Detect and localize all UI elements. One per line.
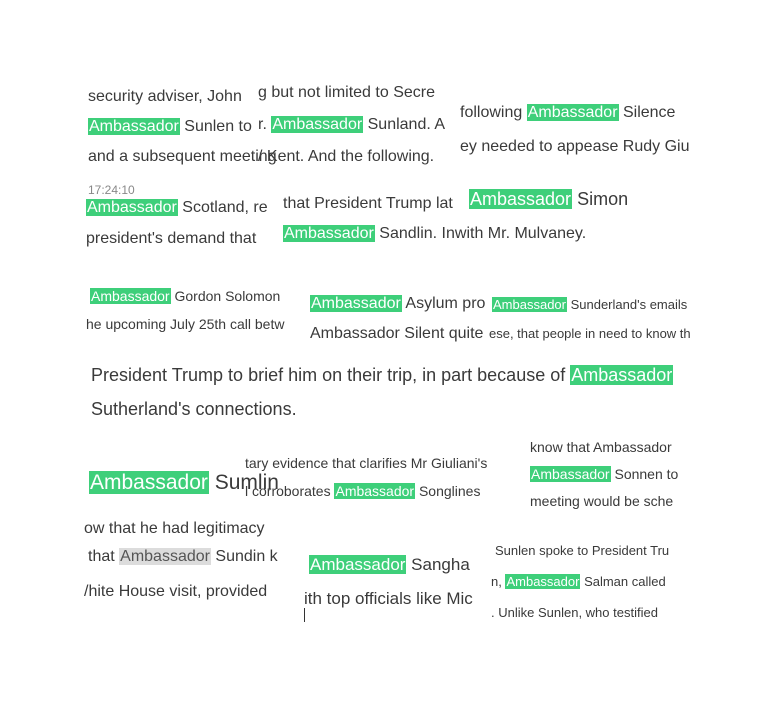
ambassador-highlight: Ambassador xyxy=(493,297,566,312)
ambassador-highlight: Ambassador xyxy=(470,189,572,209)
fragment-2-line-3: / Kent. And the following. xyxy=(258,148,435,165)
fragment-1-line-2: Ambassador Sunlen to xyxy=(89,118,252,135)
fragment-13-line-2: l corroborates Ambassador Songlines xyxy=(245,483,481,499)
fragment-6-line-1: Ambassador Simon xyxy=(470,189,629,209)
fragment-16-line-1: Ambassador Sangha xyxy=(310,555,470,574)
fragment-10-line-1: Ambassador Sunderland's emails xyxy=(493,297,688,312)
text-cursor xyxy=(304,608,305,622)
fragment-7 xyxy=(283,222,623,248)
ambassador-highlight: Ambassador xyxy=(284,225,374,242)
fragment-2-line-2: r. Ambassador Sunland. A xyxy=(258,116,446,133)
fragment-15-line-2: that Ambassador Sundin k xyxy=(88,548,278,565)
ambassador-highlight: Ambassador xyxy=(571,365,673,385)
fragment-7-line-1: Ambassador Sandlin. Inwith Mr. Mulvaney. xyxy=(284,225,587,242)
fragment-12-line-1: Ambassador Sumlin xyxy=(90,471,279,494)
fragment-8 xyxy=(86,282,298,338)
fragment-2 xyxy=(258,77,460,173)
fragment-12 xyxy=(89,468,279,500)
fragment-3-line-2: ey needed to appease Rudy Giu xyxy=(460,138,690,155)
ambassador-highlight: Ambassador xyxy=(310,555,406,574)
ambassador-highlight: Ambassador xyxy=(506,574,580,589)
fragment-11-line-2: Sutherland's connections. xyxy=(91,399,297,419)
fragment-5-line-1: that President Trump lat xyxy=(283,195,453,212)
fragment-3 xyxy=(460,96,690,162)
fragment-5 xyxy=(283,192,465,218)
fragment-15 xyxy=(84,520,304,617)
fragment-8-line-1: Ambassador Gordon Solomon xyxy=(91,288,281,304)
fragment-10 xyxy=(489,290,691,348)
fragment-17-line-1: Sunlen spoke to President Tru xyxy=(495,543,670,558)
fragment-9 xyxy=(310,289,488,349)
fragment-14-line-3: meeting would be sche xyxy=(530,493,674,509)
ambassador-highlight: Ambassador xyxy=(91,288,170,304)
fragment-17 xyxy=(491,535,670,625)
fragment-13 xyxy=(245,449,525,505)
fragment-1-line-3: and a subsequent meeting xyxy=(88,148,277,165)
fragment-3-line-1: following Ambassador Silence xyxy=(460,104,676,121)
fragment-11-line-1: President Trump to brief him on their trip, in part because of Ambassador xyxy=(91,365,673,385)
ambassador-highlight: Ambassador xyxy=(311,295,401,312)
ambassador-highlight: Ambassador xyxy=(87,199,177,216)
fragment-16-line-2: ith top officials like Mic xyxy=(304,589,473,608)
fragment-1-line-1: security adviser, John xyxy=(88,88,242,105)
fragment-10-line-2: ese, that people in need to know th xyxy=(489,326,691,341)
timestamp: 17:24:10 xyxy=(88,183,135,197)
ambassador-highlight-selected: Ambassador xyxy=(120,548,210,565)
fragment-13-line-1: tary evidence that clarifies Mr Giuliani's xyxy=(245,455,488,471)
fragment-6 xyxy=(469,186,643,214)
fragment-14-line-1: know that Ambassador xyxy=(530,439,672,455)
ambassador-highlight: Ambassador xyxy=(335,483,415,499)
fragment-14-line-2: Ambassador Sonnen to xyxy=(531,466,679,482)
fragment-16 xyxy=(304,548,490,612)
fragment-4 xyxy=(86,192,276,254)
fragment-11 xyxy=(91,358,687,426)
fragment-15-line-3: /hite House visit, provided xyxy=(84,583,268,600)
fragment-2-line-1: g but not limited to Secre xyxy=(258,84,435,101)
fragment-8-line-2: he upcoming July 25th call betw xyxy=(86,316,285,332)
fragment-1 xyxy=(88,82,277,172)
ambassador-highlight: Ambassador xyxy=(272,116,363,133)
fragment-14 xyxy=(530,434,680,515)
fragment-4-line-1: Ambassador Scotland, re xyxy=(87,199,268,216)
fragment-4-line-2: president's demand that xyxy=(86,230,257,247)
fragment-17-line-3: . Unlike Sunlen, who testified xyxy=(491,605,658,620)
ambassador-highlight: Ambassador xyxy=(90,471,208,494)
fragment-17-line-2: n, Ambassador Salman called xyxy=(491,574,666,589)
ambassador-highlight: Ambassador xyxy=(531,466,610,482)
ambassador-highlight: Ambassador xyxy=(527,104,618,121)
fragment-9-line-2: Ambassador Silent quite xyxy=(310,325,484,342)
fragment-15-line-1: ow that he had legitimacy xyxy=(84,520,265,537)
ambassador-highlight: Ambassador xyxy=(89,118,179,135)
fragment-9-line-1: Ambassador Asylum pro xyxy=(311,295,486,312)
